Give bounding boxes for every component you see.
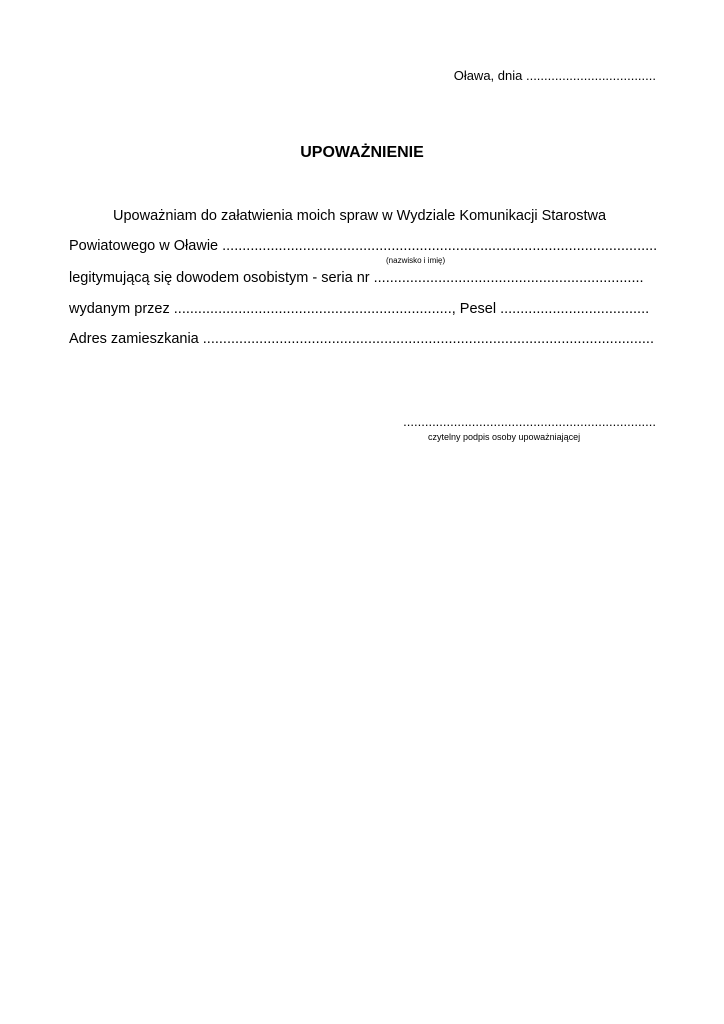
document-title: UPOWAŻNIENIE [300,144,424,161]
name-field-hint: (nazwisko i imię) [386,256,446,265]
authorization-text-line-2: Powiatowego w Oławie ............................................................................................................ [69,238,658,254]
signature-caption: czytelny podpis osoby upoważniającej [428,432,581,442]
id-card-line: legitymującą się dowodem osobistym - seria nr ................................................................... [69,270,644,286]
authorization-text-line-1: Upoważniam do załatwienia moich spraw w Wydziale Komunikacji Starostwa [113,208,607,224]
signature-line: ...................................................................... [403,414,656,429]
issued-by-pesel-line: wydanym przez ....................................................................., Pesel ..................................... [69,301,650,317]
address-line: Adres zamieszkania ................................................................................................................ [69,331,654,347]
place-date-line: Oława, dnia .................................... [453,68,656,83]
